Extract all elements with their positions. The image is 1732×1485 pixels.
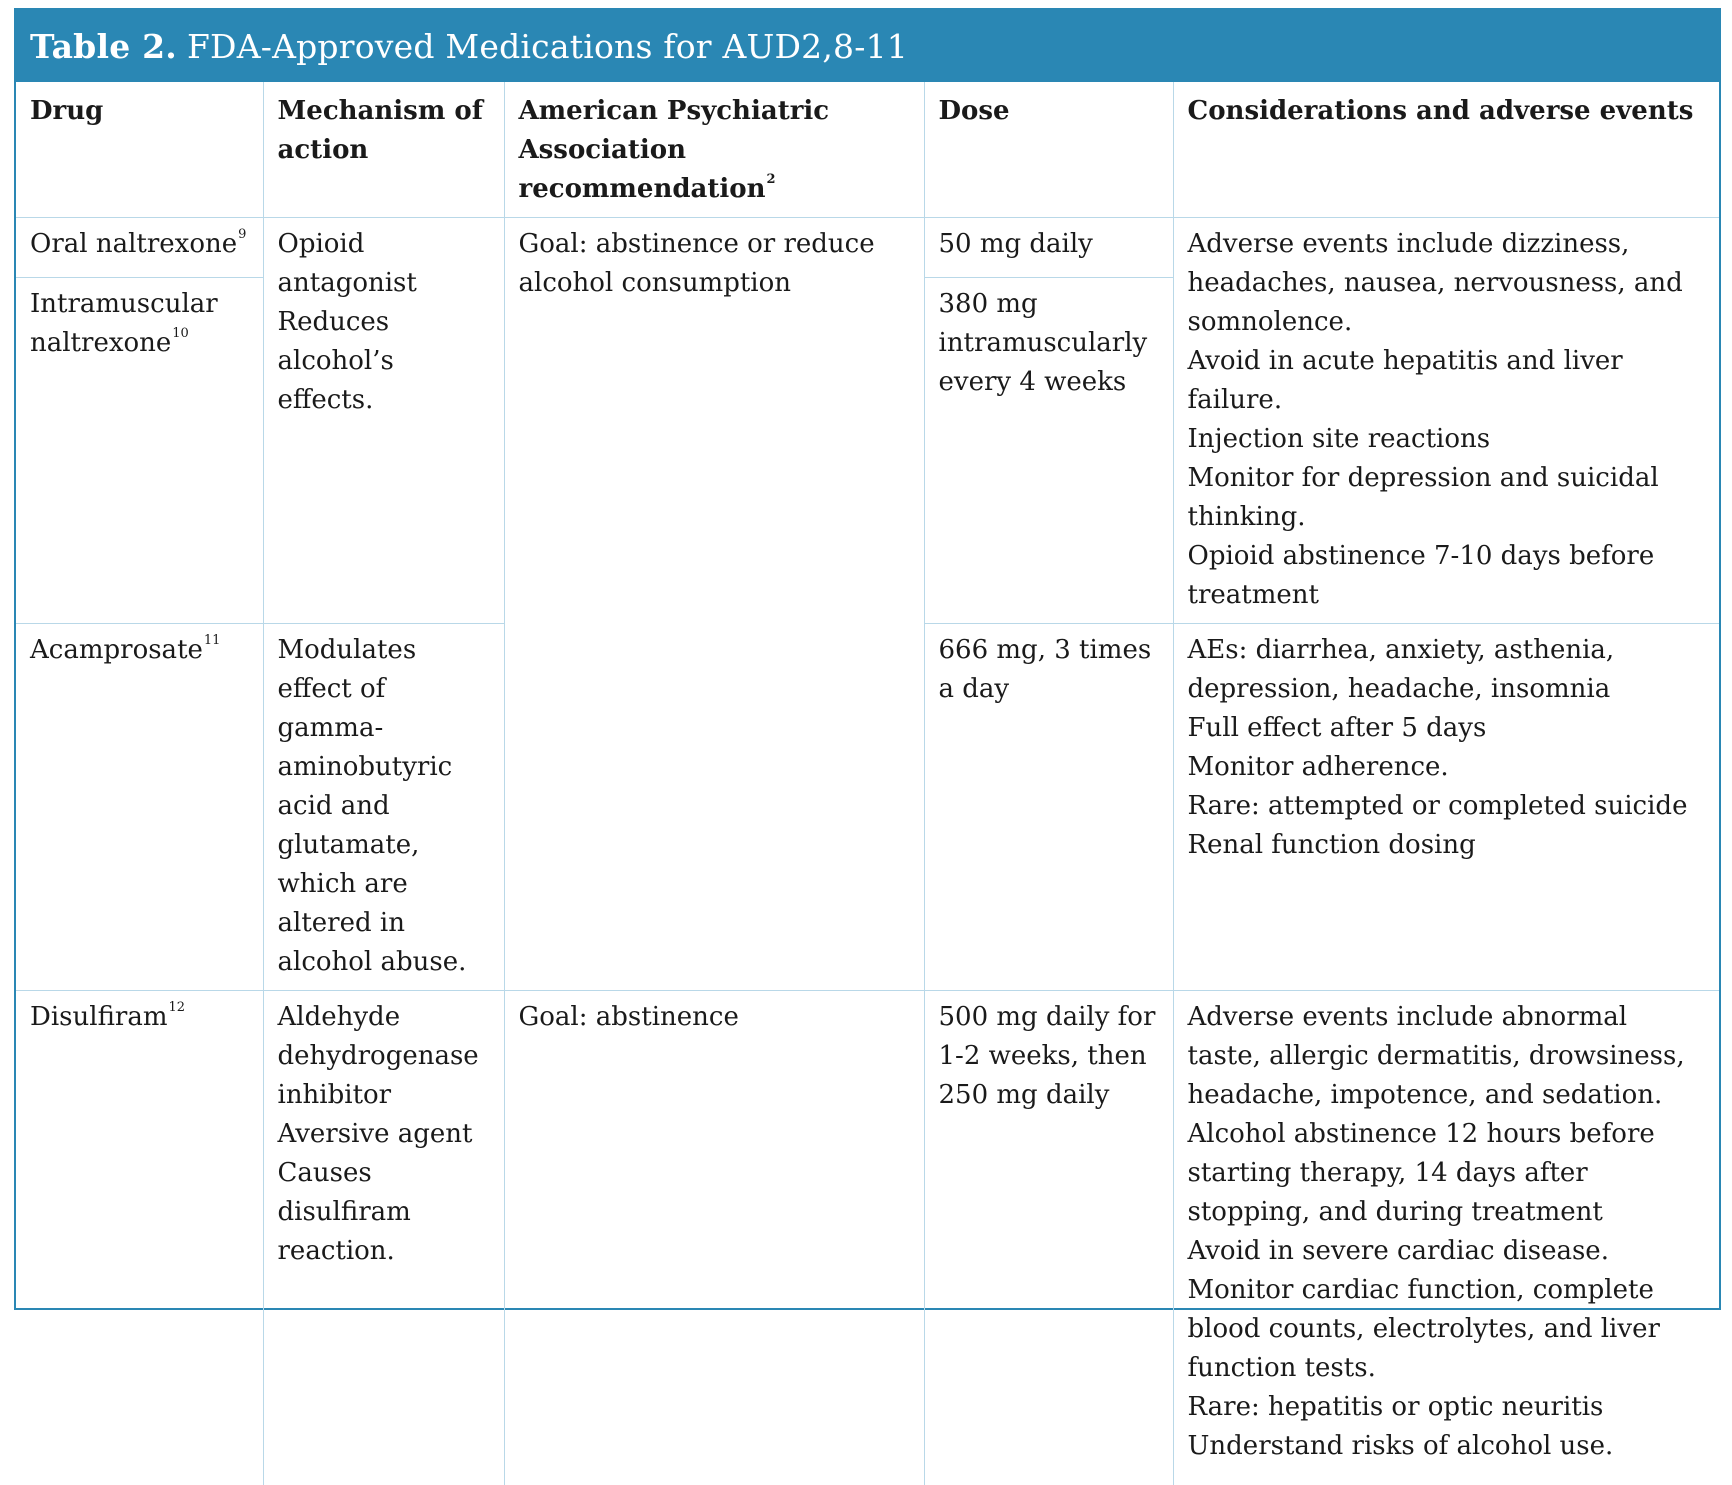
mechanism-line: Aversive agent xyxy=(277,1119,473,1149)
medications-table xyxy=(16,82,1719,1485)
drug-oral-naltrexone xyxy=(16,218,263,278)
mechanism-naltrexone xyxy=(263,218,504,624)
dose-im-naltrexone: 380 mg intramuscularly every 4 weeks xyxy=(924,278,1173,624)
drug-name: Oral naltrexone xyxy=(30,229,238,259)
consideration-line: Renal function dosing xyxy=(1187,830,1476,860)
table-row-disulfiram xyxy=(16,991,1719,1485)
table-frame xyxy=(14,8,1721,1461)
consideration-line: Monitor for depression and suicidal thinking. xyxy=(1187,463,1659,532)
consideration-line: Understand risks of alcohol use. xyxy=(1187,1431,1614,1461)
consideration-line: Avoid in acute hepatitis and liver failure. xyxy=(1187,346,1623,415)
drug-ref: 9 xyxy=(238,227,247,243)
considerations-naltrexone xyxy=(1173,218,1719,624)
consideration-line: Monitor cardiac function, complete blood counts, electrolytes, and liver function tests. xyxy=(1187,1275,1660,1383)
consideration-line: Rare: hepatitis or optic neuritis xyxy=(1187,1392,1604,1422)
consideration-line: Full effect after 5 days xyxy=(1187,713,1487,743)
drug-name: Intramuscular naltrexone xyxy=(30,289,218,359)
mechanism-line: Opioid antagonist xyxy=(277,229,417,298)
consideration-line: Rare: attempted or completed suicide xyxy=(1187,791,1688,821)
header-drug: Drug xyxy=(16,82,263,218)
consideration-line: Opioid abstinence 7-10 days before treatment xyxy=(1187,541,1655,610)
apa-disulfiram: Goal: abstinence xyxy=(504,991,924,1485)
mechanism-disulfiram xyxy=(263,991,504,1485)
consideration-line: AEs: diarrhea, anxiety, asthenia, depression, headache, insomnia xyxy=(1187,635,1615,704)
considerations-acamprosate xyxy=(1173,624,1719,991)
mechanism-line: Causes disulfiram reaction. xyxy=(277,1158,411,1266)
consideration-line: Injection site reactions xyxy=(1187,424,1491,454)
consideration-line: Alcohol abstinence 12 hours before starting therapy, 14 days after stopping, and during treatment xyxy=(1187,1119,1655,1227)
header-mechanism: Mechanism of action xyxy=(263,82,504,218)
consideration-line: Avoid in severe cardiac disease. xyxy=(1187,1236,1609,1266)
drug-ref: 12 xyxy=(168,1000,186,1016)
table-row-oral-naltrexone xyxy=(16,218,1719,278)
header-dose: Dose xyxy=(924,82,1173,218)
dose-disulfiram: 500 mg daily for 1-2 weeks, then 250 mg daily xyxy=(924,991,1173,1485)
mechanism-line: Aldehyde dehydrogenase inhibitor xyxy=(277,1002,479,1110)
table-label: Table 2. xyxy=(30,26,177,66)
considerations-disulfiram xyxy=(1173,991,1719,1485)
header-apa xyxy=(504,82,924,218)
drug-acamprosate xyxy=(16,624,263,991)
drug-disulfiram xyxy=(16,991,263,1485)
mechanism-line: Modulates effect of gamma-aminobutyric acid and glutamate, which are altered in alcohol abuse. xyxy=(277,635,467,977)
consideration-line: Adverse events include dizziness, headaches, nausea, nervousness, and somnolence. xyxy=(1187,229,1683,337)
drug-name: Disulfiram xyxy=(30,1002,168,1032)
dose-acamprosate: 666 mg, 3 times a day xyxy=(924,624,1173,991)
drug-ref: 11 xyxy=(203,633,221,649)
mechanism-line: Reduces alcohol’s effects. xyxy=(277,307,394,415)
header-apa-text: American Psychiatric Association recommendation xyxy=(518,96,830,204)
header-row xyxy=(16,82,1719,218)
header-considerations: Considerations and adverse events xyxy=(1173,82,1719,218)
drug-im-naltrexone xyxy=(16,278,263,624)
drug-name: Acamprosate xyxy=(30,635,203,665)
header-apa-ref: 2 xyxy=(766,172,776,188)
table-title-bar xyxy=(16,10,1719,82)
apa-naltrexone-acamprosate: Goal: abstinence or reduce alcohol consumption xyxy=(504,218,924,991)
consideration-line: Monitor adherence. xyxy=(1187,752,1449,782)
consideration-line: Adverse events include abnormal taste, allergic dermatitis, drowsiness, headache, impotence, and sedation. xyxy=(1187,1002,1685,1110)
dose-oral-naltrexone: 50 mg daily xyxy=(924,218,1173,278)
mechanism-acamprosate xyxy=(263,624,504,991)
table-title: FDA-Approved Medications for AUD2,8-11 xyxy=(186,26,908,66)
drug-ref: 10 xyxy=(172,326,189,342)
